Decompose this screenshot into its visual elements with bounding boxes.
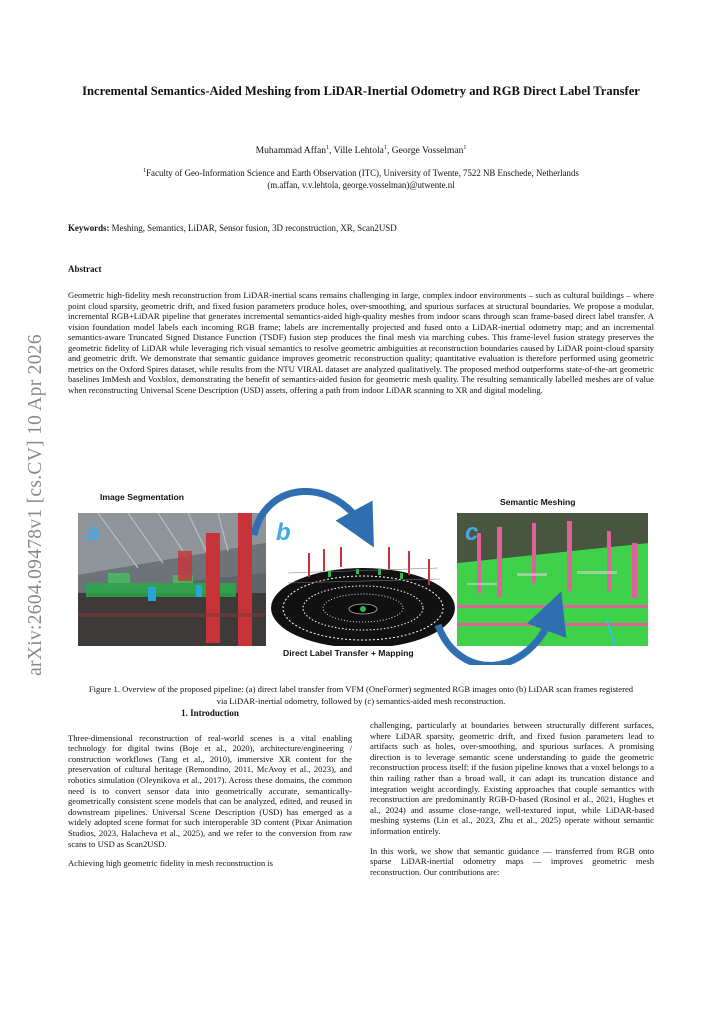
affiliation-emails: (m.affan, v.v.lehtola, george.vosselman)@utwente.nl bbox=[267, 179, 455, 190]
author-list: Muhammad Affan$^1$, Ville Lehtola$^1$, George Vosselman$^1$ bbox=[255, 144, 467, 156]
semantic-mesh-render bbox=[457, 513, 648, 646]
figure-1 bbox=[78, 485, 648, 665]
panel-a-segmented-image bbox=[78, 513, 266, 646]
author-affil-mark: 1 bbox=[326, 144, 329, 151]
figure-caption: Figure 1. Overview of the proposed pipeline: (a) direct label transfer from VFM (OneFormer) segmented RGB images onto (b) LiDAR scan frames registered via LiDAR-inertial odometry, followed by (c) semantics-aided mesh reconstruction. bbox=[88, 684, 634, 706]
panel-a-letter: a bbox=[86, 519, 100, 546]
affiliation-institution: Faculty of Geo-Information Science and Earth Observation (ITC), University of Twente, 7522 NB Enschede, Netherlands bbox=[146, 168, 579, 178]
affil-mark: 1 bbox=[143, 168, 147, 175]
section-heading-introduction: 1. Introduction bbox=[181, 708, 239, 718]
affiliation bbox=[68, 168, 654, 191]
figure-label-image-segmentation: Image Segmentation bbox=[100, 492, 185, 502]
column-right bbox=[370, 720, 654, 886]
keywords-label: Keywords: bbox=[68, 223, 110, 233]
keywords-text: Meshing, Semantics, LiDAR, Sensor fusion, 3D reconstruction, XR, Scan2USD bbox=[111, 223, 397, 233]
panel-b-lidar-scan bbox=[268, 513, 455, 646]
paper-title: Incremental Semantics-Aided Meshing from LiDAR-Inertial Odometry and RGB Direct Label Transfer bbox=[82, 84, 640, 98]
intro-paragraph-2: Achieving high geometric fidelity in mesh reconstruction is bbox=[68, 858, 274, 869]
figure-label-label-transfer: Direct Label Transfer + Mapping bbox=[283, 648, 414, 658]
author-name: Ville Lehtola bbox=[333, 145, 384, 156]
abstract-heading: Abstract bbox=[68, 264, 102, 274]
segmented-hall-image bbox=[78, 513, 266, 646]
abstract-body: Geometric high-fidelity mesh reconstruction from LiDAR-inertial scans remains challenging in large, complex indoor environments – such as cultural buildings – where point cloud sparsity, geometric drift, and fixed fusion parameters produce holes, over-smoothing, and spurious surfaces at structural boundaries. We propose a modular, incremental RGB+LiDAR pipeline that generates incremental semantics-aided high-quality meshes from indoor scans through scan frame-based direct label transfer. A vision foundation model labels each incoming RGB frame; labels are incrementally projected and fused onto a LiDAR-inertial odometry map; and an incremental semantics-aware Truncated Signed Distance Function (TSDF) fusion step produces the final mesh via marching cubes. This frame-level fusion strategy preserves the geometric fidelity of LiDAR while leveraging rich visual semantics to resolve geometric ambiguities at reconstruction boundaries caused by LiDAR point-cloud sparsity and geometric drift. We demonstrate that semantic guidance improves geometric reconstruction quality; quantitative evaluation is therefore performed using geometric metrics on the Oxford Spires dataset, while results from the NTU VIRAL dataset are analyzed qualitatively. The proposed method outperforms state-of-the-art geometric baselines ImMesh and Voxblox, demonstrating the benefit of semantics-aided fusion for geometric mesh quality. The resulting semantically labelled meshes are of value when reconstructing Universal Scene Description (USD) assets, offering a path from indoor LiDAR scanning to XR and digital modeling. bbox=[68, 290, 654, 395]
figure-label-semantic-meshing: Semantic Meshing bbox=[500, 497, 576, 507]
arxiv-identifier: arXiv:2604.09478v1 [cs.CV] 10 Apr 2026 bbox=[25, 334, 47, 676]
author-name: George Vosselman bbox=[391, 145, 464, 156]
panel-c-semantic-mesh bbox=[457, 513, 648, 646]
column-left bbox=[68, 708, 352, 878]
author-name: Muhammad Affan bbox=[255, 145, 326, 156]
panel-b-letter: b bbox=[276, 519, 291, 546]
intro-paragraph-3: challenging, particularly at boundaries between structurally different surfaces, where LiDAR sparsity, geometric drift, and fixed fusion parameters lead to artifacts such as holes, over-smoothing, and spurious surfaces. A promising direction is to leverage semantic scene understanding to guide the geometric reconstruction process itself: if the fusion pipeline knows that a voxel belongs to a thin railing rather than a broad wall, it can adapt its truncation distance and integration weight accordingly. Existing approaches that couple semantics with reconstruction are predominantly RGB-D-based (Rosinol et al., 2021, Hughes et al., 2024) and assume close-range, well-textured input, while LiDAR-based meshing systems (Lin et al., 2023, Zhu et al., 2025) operate without semantic information entirely. bbox=[370, 720, 654, 836]
panel-c-letter: c bbox=[465, 519, 479, 546]
lidar-point-cloud bbox=[268, 513, 455, 646]
author-affil-mark: 1 bbox=[383, 144, 387, 151]
keywords bbox=[68, 223, 654, 233]
author-affil-mark: 1 bbox=[463, 144, 467, 151]
intro-paragraph-1: Three-dimensional reconstruction of real-world scenes is a vital enabling technology for digital twins (Boje et al., 2020), architecture/engineering / construction workflows (Tang et al., 2010), immersive XR content for the preservation of cultural heritage (Remondino, 2011, McAvoy et al., 2023), and robotics simulation (Oleynikova et al., 2017). Across these domains, the common need is to convert sensor data into geometrically accurate, semantically-geometrically consistent scene models that can be analyzed, edited, and reused in downstream pipelines. Universal Scene Description (USD) has emerged as a widely adopted scene format for such interoperable 3D content (Pixar Animation Studios, 2023, Halacheva et al., 2025), and we refer to the conversion from raw scans to USD as Scan2USD. bbox=[68, 732, 352, 849]
intro-paragraph-4: In this work, we show that semantic guidance — transferred from RGB onto sparse LiDAR-inertial odometry maps — improves geometric mesh reconstruction. Our contributions are: bbox=[370, 845, 654, 877]
arxiv-side-stamp bbox=[14, 295, 58, 715]
